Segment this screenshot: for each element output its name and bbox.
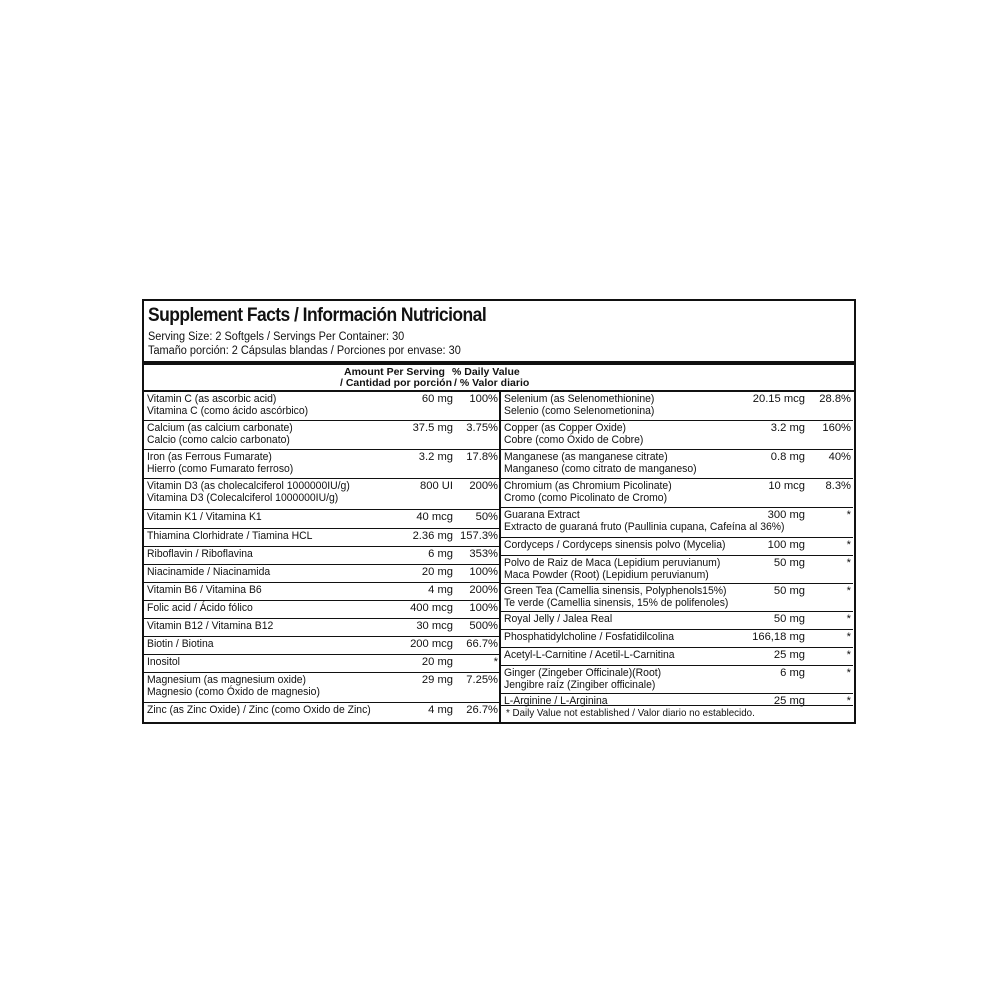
nutrient-name bbox=[147, 451, 293, 475]
daily-value: 17.8% bbox=[466, 451, 498, 463]
nutrient-name bbox=[504, 539, 725, 551]
nutrient-row bbox=[144, 703, 499, 723]
amount-per-serving: 3.2 mg bbox=[770, 422, 805, 434]
amount-per-serving: 20 mg bbox=[421, 566, 453, 578]
nutrient-name-line: Maca Powder (Root) (Lepidium peruvianum) bbox=[504, 569, 709, 581]
nutrient-row bbox=[501, 450, 853, 479]
nutrient-name bbox=[147, 638, 214, 650]
serving-size-en: Serving Size: 2 Softgels / Servings Per Container: 30 bbox=[148, 331, 405, 343]
nutrient-row bbox=[501, 508, 853, 538]
nutrient-name bbox=[147, 511, 262, 523]
amount-per-serving: 166,18 mg bbox=[752, 631, 805, 643]
nutrient-row bbox=[501, 392, 853, 421]
nutrient-name bbox=[147, 548, 253, 560]
nutrient-name-line: Acetyl-L-Carnitine / Acetil-L-Carnitina bbox=[504, 649, 675, 661]
nutrient-name-line: Iron (as Ferrous Fumarate) bbox=[147, 451, 272, 463]
nutrient-name-line: Vitamina C (como ácido ascórbico) bbox=[147, 405, 309, 417]
nutrient-row bbox=[144, 529, 499, 547]
nutrient-name-line: Extracto de guaraná fruto (Paullinia cupana, Cafeína al 36%) bbox=[504, 521, 785, 533]
nutrient-row bbox=[144, 510, 499, 529]
amount-per-serving: 6 mg bbox=[780, 667, 805, 679]
nutrient-name bbox=[147, 530, 312, 542]
amount-per-serving: 400 mcg bbox=[410, 602, 453, 614]
daily-value: * bbox=[846, 695, 851, 707]
nutrient-row bbox=[501, 421, 853, 450]
nutrient-name bbox=[147, 584, 262, 596]
nutrient-name-line: Niacinamide / Niacinamida bbox=[147, 566, 271, 578]
nutrient-name-line: Vitamin K1 / Vitamina K1 bbox=[147, 511, 262, 523]
nutrient-name-line: Calcio (como calcio carbonato) bbox=[147, 434, 290, 446]
nutrient-name-line: Guarana Extract bbox=[504, 509, 580, 521]
nutrient-row bbox=[144, 583, 499, 601]
column-header bbox=[144, 366, 530, 390]
serving-size-es: Tamaño porción: 2 Cápsulas blandas / Porciones por envase: 30 bbox=[148, 345, 461, 357]
nutrient-name bbox=[147, 566, 270, 578]
nutrient-row bbox=[144, 392, 499, 421]
nutrient-row bbox=[144, 655, 499, 673]
amount-per-serving: 40 mcg bbox=[416, 511, 453, 523]
amount-per-serving: 4 mg bbox=[428, 704, 453, 716]
amount-per-serving: 20.15 mcg bbox=[752, 393, 805, 405]
amount-per-serving: 60 mg bbox=[421, 393, 453, 405]
daily-value: 100% bbox=[469, 566, 498, 578]
panel-title: Supplement Facts / Información Nutricional bbox=[148, 305, 487, 326]
nutrient-row bbox=[144, 547, 499, 565]
nutrient-row bbox=[144, 637, 499, 655]
daily-value: 3.75% bbox=[466, 422, 498, 434]
nutrient-name-line: Cordyceps / Cordyceps sinensis polvo (Mycelia) bbox=[504, 539, 726, 551]
daily-value: 200% bbox=[469, 480, 498, 492]
nutrient-row bbox=[501, 612, 853, 630]
nutrient-name bbox=[504, 695, 608, 707]
daily-value: 160% bbox=[822, 422, 851, 434]
dv-header-en: % Daily Value bbox=[452, 366, 520, 378]
daily-value: * bbox=[846, 649, 851, 661]
nutrient-name bbox=[504, 557, 720, 581]
daily-value: 8.3% bbox=[825, 480, 851, 492]
amount-per-serving: 50 mg bbox=[773, 585, 805, 597]
nutrient-name-line: Chromium (as Chromium Picolinate) bbox=[504, 480, 672, 492]
nutrient-row bbox=[501, 666, 853, 694]
nutrient-name-line: Jengibre raíz (Zingiber officinale) bbox=[504, 679, 656, 691]
amount-per-serving: 6 mg bbox=[428, 548, 453, 560]
daily-value: 200% bbox=[469, 584, 498, 596]
daily-value: * bbox=[846, 613, 851, 625]
daily-value: 40% bbox=[828, 451, 851, 463]
nutrient-row bbox=[501, 556, 853, 584]
nutrient-name bbox=[504, 393, 654, 417]
nutrient-name-line: Vitamin C (as ascorbic acid) bbox=[147, 393, 277, 405]
nutrient-name bbox=[504, 631, 674, 643]
heavy-divider bbox=[144, 361, 854, 365]
nutrient-row bbox=[501, 584, 853, 612]
daily-value: 157.3% bbox=[460, 530, 498, 542]
nutrient-name-line: Magnesio (como Óxido de magnesio) bbox=[147, 686, 320, 698]
footnote: * Daily Value not established / Valor diario no establecido. bbox=[506, 707, 755, 719]
daily-value: 26.7% bbox=[466, 704, 498, 716]
amount-per-serving: 29 mg bbox=[421, 674, 453, 686]
amount-per-serving: 800 UI bbox=[420, 480, 453, 492]
nutrient-name-line: Vitamina D3 (Colecalciferol 1000000IU/g) bbox=[147, 492, 339, 504]
nutrient-name-line: Cromo (como Picolinato de Cromo) bbox=[504, 492, 668, 504]
nutrient-name-line: Vitamin B6 / Vitamina B6 bbox=[147, 584, 262, 596]
amount-header-es: / Cantidad por porción bbox=[340, 377, 452, 389]
nutrient-name-line: L-Arginine / L-Arginina bbox=[504, 695, 608, 707]
daily-value: * bbox=[846, 631, 851, 643]
nutrient-name-line: Hierro (como Fumarato ferroso) bbox=[147, 463, 294, 475]
nutrient-name bbox=[504, 422, 643, 446]
nutrient-name bbox=[504, 667, 661, 691]
nutrient-row bbox=[144, 450, 499, 479]
nutrient-name bbox=[147, 393, 308, 417]
nutrient-name-line: Calcium (as calcium carbonate) bbox=[147, 422, 293, 434]
nutrient-name bbox=[147, 422, 293, 446]
daily-value: 66.7% bbox=[466, 638, 498, 650]
daily-value: 353% bbox=[469, 548, 498, 560]
nutrient-row bbox=[501, 538, 853, 556]
amount-per-serving: 20 mg bbox=[421, 656, 453, 668]
nutrient-name-line: Folic acid / Ácido fólico bbox=[147, 602, 253, 614]
nutrient-name bbox=[147, 704, 371, 716]
nutrient-name bbox=[147, 656, 180, 668]
nutrient-row bbox=[501, 648, 853, 666]
amount-per-serving: 0.8 mg bbox=[770, 451, 805, 463]
amount-per-serving: 30 mcg bbox=[416, 620, 453, 632]
nutrient-name-line: Polvo de Raiz de Maca (Lepidium peruvianum) bbox=[504, 557, 721, 569]
nutrient-name bbox=[504, 451, 697, 475]
nutrient-row bbox=[144, 619, 499, 637]
daily-value: * bbox=[846, 539, 851, 551]
daily-value: 100% bbox=[469, 602, 498, 614]
nutrient-name-line: Thiamina Clorhidrate / Tiamina HCL bbox=[147, 530, 313, 542]
nutrient-name-line: Selenium (as Selenomethionine) bbox=[504, 393, 655, 405]
daily-value: 50% bbox=[475, 511, 498, 523]
amount-per-serving: 300 mg bbox=[767, 509, 805, 521]
daily-value: 100% bbox=[469, 393, 498, 405]
amount-per-serving: 100 mg bbox=[767, 539, 805, 551]
nutrient-row bbox=[501, 479, 853, 508]
nutrient-name-line: Biotin / Biotina bbox=[147, 638, 214, 650]
supplement-facts-panel bbox=[142, 299, 856, 724]
nutrient-name bbox=[147, 602, 253, 614]
nutrient-name-line: Manganeso (como citrato de manganeso) bbox=[504, 463, 697, 475]
daily-value: 28.8% bbox=[819, 393, 851, 405]
amount-per-serving: 25 mg bbox=[773, 649, 805, 661]
nutrient-name-line: Riboflavin / Riboflavina bbox=[147, 548, 253, 560]
nutrient-name bbox=[147, 620, 273, 632]
amount-per-serving: 50 mg bbox=[773, 613, 805, 625]
nutrient-name bbox=[504, 509, 785, 533]
daily-value: * bbox=[846, 509, 851, 521]
amount-per-serving: 2.36 mg bbox=[412, 530, 453, 542]
nutrient-name-line: Magnesium (as magnesium oxide) bbox=[147, 674, 307, 686]
nutrient-row bbox=[144, 565, 499, 583]
nutrient-name bbox=[504, 613, 612, 625]
nutrient-name-line: Inositol bbox=[147, 656, 180, 668]
daily-value: * bbox=[846, 585, 851, 597]
nutrient-name-line: Copper (as Copper Oxide) bbox=[504, 422, 627, 434]
nutrient-row bbox=[144, 421, 499, 450]
nutrient-name-line: Manganese (as manganese citrate) bbox=[504, 451, 668, 463]
amount-per-serving: 3.2 mg bbox=[418, 451, 453, 463]
amount-per-serving: 10 mcg bbox=[768, 480, 805, 492]
nutrient-name bbox=[504, 585, 728, 609]
nutrient-name-line: Phosphatidylcholine / Fosfatidilcolina bbox=[504, 631, 675, 643]
nutrient-name-line: Vitamin D3 (as cholecalciferol 1000000IU/g) bbox=[147, 480, 350, 492]
nutrient-name bbox=[147, 674, 320, 698]
nutrient-row bbox=[144, 673, 499, 703]
nutrient-name bbox=[504, 480, 672, 504]
dv-header-es: / % Valor diario bbox=[454, 377, 530, 389]
daily-value: * bbox=[846, 557, 851, 569]
amount-per-serving: 25 mg bbox=[773, 695, 805, 707]
nutrient-row bbox=[501, 630, 853, 648]
amount-per-serving: 50 mg bbox=[773, 557, 805, 569]
nutrient-name-line: Te verde (Camellia sinensis, 15% de polifenoles) bbox=[504, 597, 729, 609]
amount-header-en: Amount Per Serving bbox=[344, 366, 445, 378]
nutrient-name-line: Zinc (as Zinc Oxide) / Zinc (como Oxido de Zinc) bbox=[147, 704, 371, 716]
nutrient-name-line: Cobre (como Óxido de Cobre) bbox=[504, 434, 644, 446]
nutrient-name-line: Green Tea (Camellia sinensis, Polyphenols15%) bbox=[504, 585, 727, 597]
nutrient-name-line: Royal Jelly / Jalea Real bbox=[504, 613, 613, 625]
daily-value: 500% bbox=[469, 620, 498, 632]
nutrient-name-line: Selenio (como Selenometionina) bbox=[504, 405, 655, 417]
nutrient-name bbox=[504, 649, 675, 661]
nutrient-row bbox=[144, 601, 499, 619]
amount-per-serving: 200 mcg bbox=[410, 638, 453, 650]
nutrient-name-line: Ginger (Zingeber Officinale)(Root) bbox=[504, 667, 662, 679]
daily-value: 7.25% bbox=[466, 674, 498, 686]
daily-value: * bbox=[846, 667, 851, 679]
daily-value: * bbox=[493, 656, 498, 668]
nutrient-name bbox=[147, 480, 350, 504]
amount-per-serving: 4 mg bbox=[428, 584, 453, 596]
nutrient-row bbox=[501, 694, 853, 706]
nutrient-name-line: Vitamin B12 / Vitamina B12 bbox=[147, 620, 274, 632]
nutrient-row bbox=[144, 479, 499, 510]
amount-per-serving: 37.5 mg bbox=[412, 422, 453, 434]
